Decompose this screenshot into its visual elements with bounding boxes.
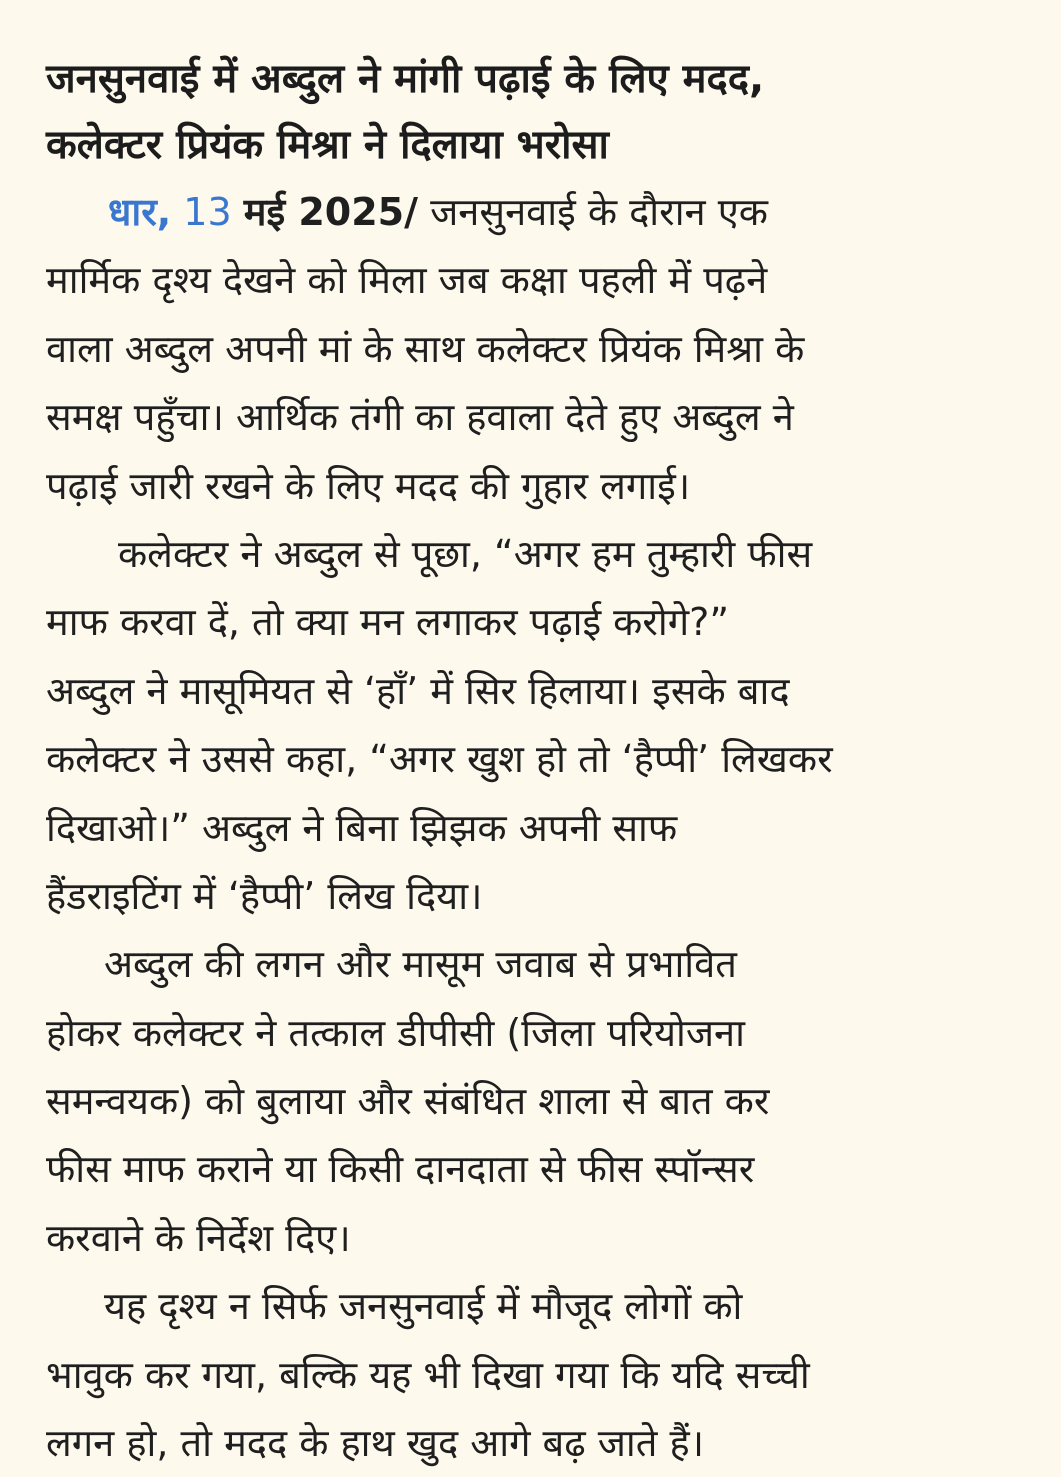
paragraph-1: [46, 178, 1046, 520]
article-headline: [46, 46, 1036, 178]
paragraph-line: वाला अब्दुल अपनी मां के साथ कलेक्टर प्रियंक मिश्रा के: [46, 326, 805, 371]
paragraph-line: समक्ष पहुँचा। आर्थिक तंगी का हवाला देते हुए अब्दुल ने: [46, 395, 794, 440]
dateline-day: 13: [183, 190, 232, 234]
paragraph-line: दिखाओ।” अब्दुल ने बिना झिझक अपनी साफ: [46, 805, 678, 850]
paragraph-line: लगन हो, तो मदद के हाथ खुद आगे बढ़ जाते हैं।: [46, 1421, 705, 1466]
headline-line-1: जनसुनवाई में अब्दुल ने मांगी पढ़ाई के लिए मदद,: [46, 56, 765, 102]
paragraph-line: फीस माफ कराने या किसी दानदाता से फीस स्पॉन्सर: [46, 1147, 755, 1192]
paragraph-2: [46, 520, 1046, 930]
paragraph-line: [46, 178, 1046, 246]
paragraph-line: भावुक कर गया, बल्कि यह भी दिखा गया कि यदि सच्ची: [46, 1352, 810, 1397]
paragraph-line: करवाने के निर्देश दिए।: [46, 1215, 351, 1260]
paragraph-line: अब्दुल ने मासूमियत से ‘हाँ’ में सिर हिलाया। इसके बाद: [46, 668, 790, 713]
paragraph-line: होकर कलेक्टर ने तत्काल डीपीसी (जिला परियोजना: [46, 1010, 745, 1055]
paragraph-line: मार्मिक दृश्य देखने को मिला जब कक्षा पहली में पढ़ने: [46, 258, 768, 303]
paragraph-line: माफ करवा दें, तो क्या मन लगाकर पढ़ाई करोगे?”: [46, 600, 730, 645]
dateline-place: धार,: [108, 190, 172, 234]
paragraph-line: यह दृश्य न सिर्फ जनसुनवाई में मौजूद लोगों को: [104, 1284, 743, 1329]
paragraph-4: [46, 1272, 1046, 1477]
paragraph-line: कलेक्टर ने अब्दुल से पूछा, “अगर हम तुम्हारी फीस: [118, 531, 813, 576]
dateline-month-year: मई 2025/: [243, 190, 419, 234]
paragraph-line: अब्दुल की लगन और मासूम जवाब से प्रभावित: [104, 942, 737, 987]
headline-line-2: कलेक्टर प्रियंक मिश्रा ने दिलाया भरोसा: [46, 122, 609, 168]
paragraph-line: हैंडराइटिंग में ‘हैप्पी’ लिख दिया।: [46, 873, 483, 918]
paragraph-line: पढ़ाई जारी रखने के लिए मदद की गुहार लगाई।: [46, 463, 691, 508]
article-body: [46, 178, 1046, 1477]
paragraph-line: समन्वयक) को बुलाया और संबंधित शाला से बात कर: [46, 1079, 770, 1124]
paragraph-3: [46, 930, 1046, 1272]
paragraph-line: कलेक्टर ने उससे कहा, “अगर खुश हो तो ‘हैप्पी’ लिखकर: [46, 737, 833, 782]
paragraph-text: जनसुनवाई के दौरान एक: [418, 190, 768, 234]
